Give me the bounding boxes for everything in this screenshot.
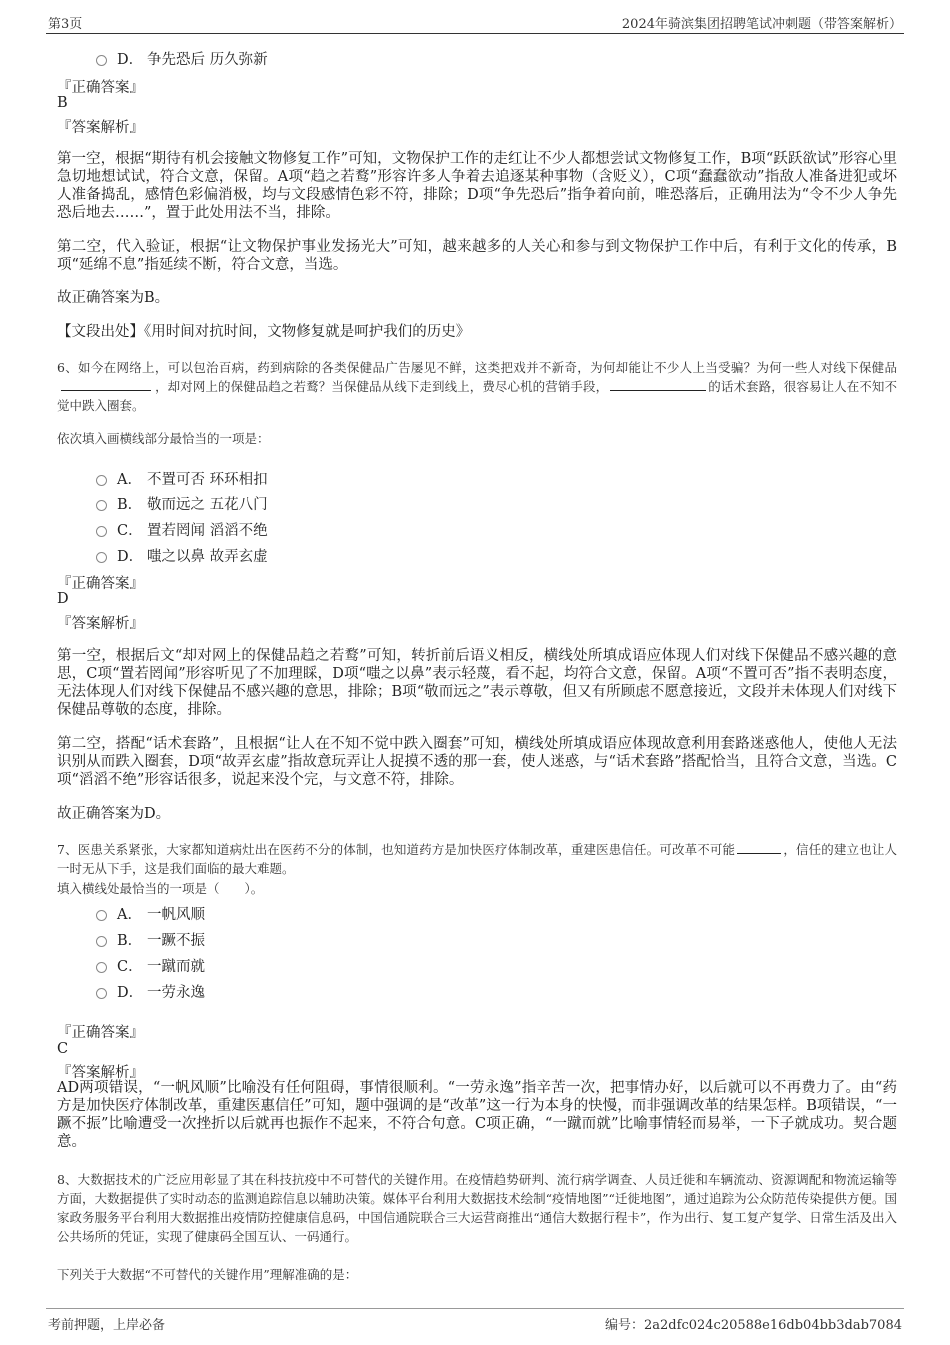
q6-option-c[interactable]: C． 置若罔闻 滔滔不绝	[96, 519, 268, 540]
q7-option-a[interactable]: A． 一帆风顺	[96, 903, 205, 924]
q6-analysis-label: 『答案解析』	[57, 616, 144, 632]
footer-code: 编号：2a2dfc024c20588e16db04bb3dab7084	[605, 1318, 902, 1333]
q6-analysis-p1: 第一空，根据后文“却对网上的保健品趋之若鹜”可知，转折前后语义相反，横线处所填成语应体现人们对线下保健品不感兴趣的意思，C项“置若罔闻”形容听见了不加理睬，D项“嗤之以鼻”表示轻蔑，看不起，均符合文意，保留。A项“不置可否”指不表明态度，无法体现人们对线下保健品不感兴趣的意思，排除；B项“敬而远之”表示尊敬，但又有所顾虑不愿意接近，文段并未体现人们对线下保健品尊敬的态度，排除。	[57, 648, 897, 718]
page-footer	[46, 1308, 904, 1335]
q6-stem: 6、如今在网络上，可以包治百病，药到病除的各类保健品广告屡见不鲜，这类把戏并不新奇，为何却能让不少人上当受骗？为何一些人对线下保健品，却对网上的保健品趋之若鹜？当保健品从线下走到线上，费尽心机的营销手段， 的话术套路，很容易让人在不知不觉中跌入圈套。	[57, 360, 897, 413]
q7-option-d[interactable]: D． 一劳永逸	[96, 981, 205, 1002]
q6-option-b[interactable]: B． 敬而远之 五花八门	[96, 493, 268, 514]
q6-analysis-p2: 第二空，搭配“话术套路”，且根据“让人在不知不觉中跌入圈套”可知，横线处所填成语应体现故意利用套路迷惑他人，使他人无法识别从而跌入圈套，D项“故弄玄虚”指故意玩弄让人捉摸不透的那一套，使人迷惑，与“话术套路”搭配恰当，且符合文意，当选。C项“滔滔不绝”形容话很多，说起来没个完，与文意不符，排除。	[57, 736, 897, 788]
q5-answer: B	[57, 95, 68, 111]
q7-option-b[interactable]: B． 一蹶不振	[96, 929, 205, 950]
radio-icon[interactable]	[96, 988, 107, 999]
blank-line	[61, 378, 151, 391]
q6-analysis-p3: 故正确答案为D。	[57, 806, 171, 822]
q7-prompt: 填入横线处最恰当的一项是（ ）。	[57, 881, 264, 896]
radio-icon[interactable]	[96, 526, 107, 537]
q5-analysis-p2: 第二空，代入验证，根据“让文物保护事业发扬光大”可知，越来越多的人关心和参与到文物保护工作中后，有利于文化的传承，B项“延绵不息”指延续不断，符合文意，当选。	[57, 239, 897, 273]
q7-answer-label: 『正确答案』	[57, 1025, 144, 1041]
radio-icon[interactable]	[96, 962, 107, 973]
radio-icon[interactable]	[96, 910, 107, 921]
radio-icon[interactable]	[96, 552, 107, 563]
q7-analysis-label: 『答案解析』	[57, 1065, 144, 1081]
radio-icon[interactable]	[96, 936, 107, 947]
q8-prompt: 下列关于大数据“不可替代的关键作用”理解准确的是：	[57, 1267, 358, 1282]
radio-icon[interactable]	[96, 55, 107, 66]
q5-answer-label: 『正确答案』	[57, 80, 144, 96]
q6-prompt: 依次填入画横线部分最恰当的一项是：	[57, 431, 270, 446]
document-title: 2024年骑滨集团招聘笔试冲刺题（带答案解析）	[621, 17, 902, 32]
q7-analysis-p1: AD两项错误，“一帆风顺”比喻没有任何阻碍，事情很顺利。“一劳永逸”指辛苦一次，把事情办好，以后就可以不再费力了。由“药方是加快医疗体制改革，重建医惠信任”可知，题中强调的是“改革”这一行为本身的快慢，而非强调改革的结果怎样。B项错误，“一蹶不振”比喻遭受一次挫折以后就再也振作不起来，不符合句意。C项正确，“一蹴而就”比喻事情轻而易举，一下子就成功。契合题意。	[57, 1080, 898, 1150]
footer-slogan: 考前押题，上岸必备	[48, 1318, 166, 1333]
q7-answer: C	[57, 1041, 69, 1057]
q6-answer: D	[57, 591, 69, 607]
blank-line	[610, 378, 706, 391]
q6-option-d[interactable]: D． 嗤之以鼻 故弄玄虚	[96, 545, 268, 566]
q6-answer-label: 『正确答案』	[57, 576, 144, 592]
blank-line	[737, 841, 781, 854]
radio-icon[interactable]	[96, 500, 107, 511]
q7-stem: 7、医患关系紧张，大家都知道病灶出在医药不分的体制，也知道药方是加快医疗体制改革，重建医患信任。可改革不可能 ，信任的建立也让人一时无从下手，这是我们面临的最大难题。	[57, 842, 897, 876]
radio-icon[interactable]	[96, 475, 107, 486]
q7-option-c[interactable]: C． 一蹴而就	[96, 955, 205, 976]
q5-analysis-p1: 第一空，根据“期待有机会接触文物修复工作”可知，文物保护工作的走红让不少人都想尝试文物修复工作，B项“跃跃欲试”形容心里急切地想试试，符合文意，保留。A项“趋之若鹜”形容许多人争着去追逐某种事物（含贬义），C项“蠢蠢欲动”指敌人准备进犯或坏人准备捣乱，感情色彩偏消极，均与文段感情色彩不符，排除；D项“争先恐后”指争着向前，唯恐落后，正确用法为“令不少人争先恐后地去……”，置于此处用法不当，排除。	[57, 151, 897, 221]
q5-analysis-p3: 故正确答案为B。	[57, 290, 170, 306]
q5-source: 【文段出处】《用时间对抗时间，文物修复就是呵护我们的历史》	[57, 324, 471, 340]
q8-stem: 8、大数据技术的广泛应用彰显了其在科技抗疫中不可替代的关键作用。在疫情趋势研判、流行病学调查、人员迁徙和车辆流动、资源调配和物流运输等方面，大数据提供了实时动态的监测追踪信息以辅助决策。媒体平台利用大数据技术绘制“疫情地图”“迁徙地图”，通过追踪为公众防范传染提供方便。国家政务服务平台利用大数据推出疫情防控健康信息码，中国信通院联合三大运营商推出“通信大数据行程卡”，作为出行、复工复产复学、日常生活及出入公共场所的凭证，实现了健康码全国互认、一码通行。	[57, 1172, 897, 1244]
q5-option-d[interactable]: D． 争先恐后 历久弥新	[96, 48, 268, 69]
page-header	[46, 13, 904, 34]
page-number: 第3页	[48, 17, 83, 32]
q6-option-a[interactable]: A． 不置可否 环环相扣	[96, 468, 268, 489]
q5-analysis-label: 『答案解析』	[57, 120, 144, 136]
